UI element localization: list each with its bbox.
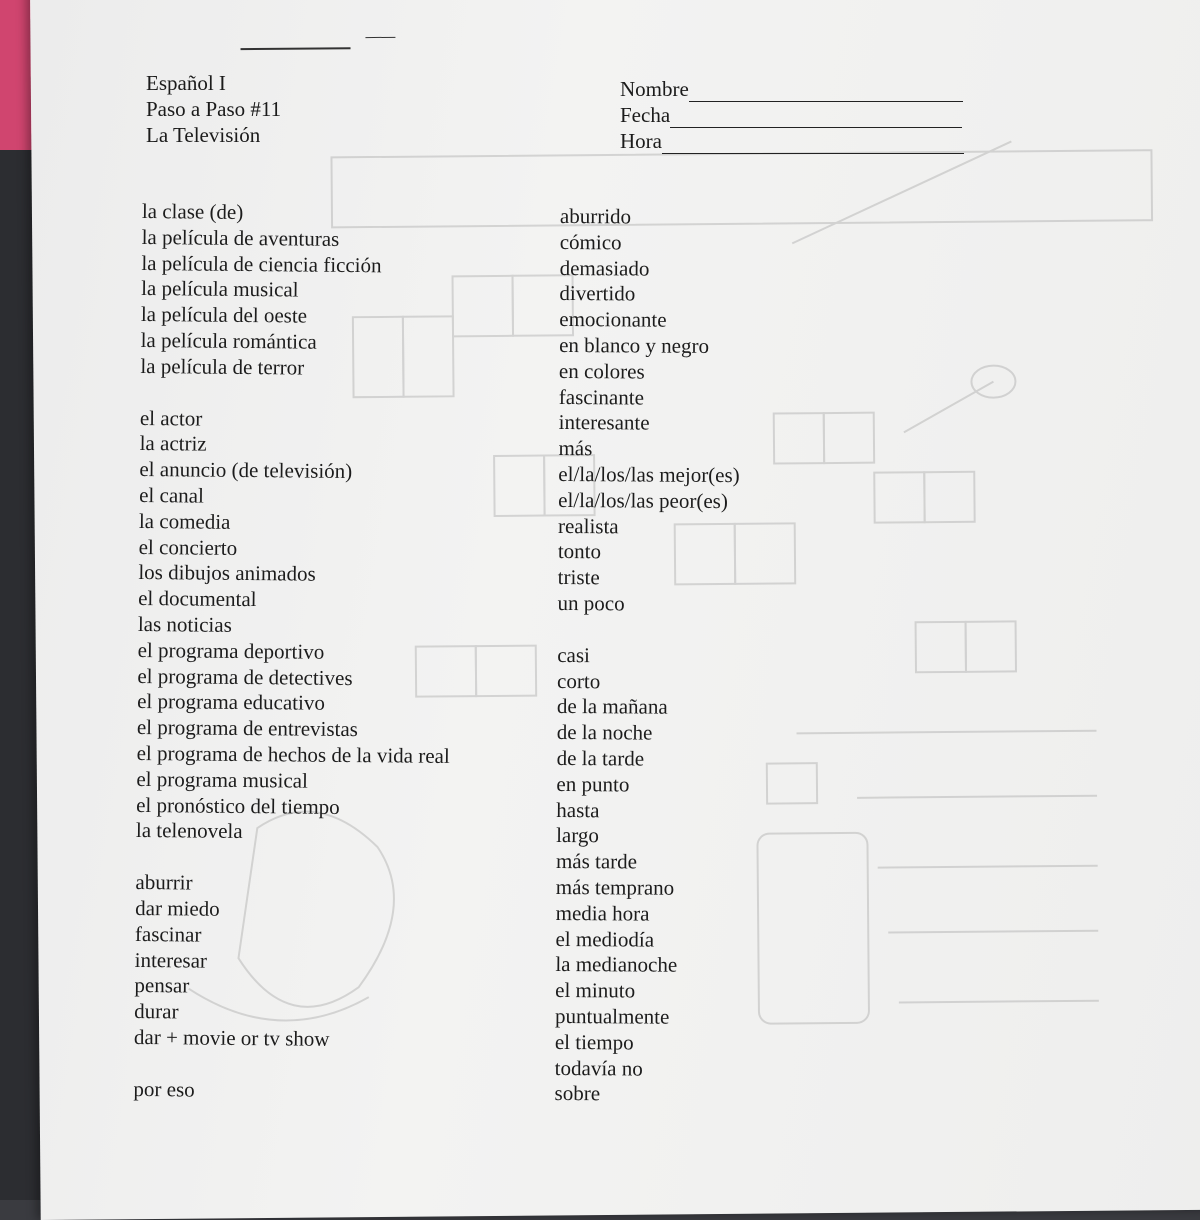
vocab-item: largo [556,823,599,848]
vocab-item: el/la/los/las mejor(es) [558,461,740,488]
vocab-item: en colores [558,358,645,384]
vocab-item: el programa educativo [137,689,326,716]
vocab-item: la comedia [138,508,231,534]
student-info [620,76,964,154]
vocab-item: el documental [138,586,257,612]
vocab-item: emocionante [559,307,667,332]
nombre-label: Nombre [620,77,689,101]
vocab-item: durar [134,999,179,1024]
course-header [146,70,281,148]
vocab-item: más temprano [555,874,675,900]
fecha-label: Fecha [620,103,671,127]
vocab-item: el programa musical [136,766,308,793]
vocab-item: pensar [134,973,190,998]
group-spacer [140,380,453,409]
vocab-item: la película de terror [140,353,305,380]
vocab-item: de la tarde [556,745,645,771]
vocab-item: la medianoche [555,952,678,978]
vocab-item: el programa de hechos de la vida real [136,740,450,768]
vocab-item: de la noche [556,720,653,745]
vocab-item: en punto [556,771,630,797]
vocab-item: divertido [559,281,636,306]
vocab-item: más tarde [555,849,638,874]
vocab-item: la actriz [139,431,207,457]
vocab-item: cómico [559,229,622,255]
vocab-item: el minuto [555,978,636,1003]
vocab-item: de la mañana [556,694,668,720]
vocab-item: interesante [558,410,650,435]
vocab-item: fascinante [558,384,645,410]
vocab-item: tonto [557,539,602,564]
vocab-item: media hora [555,900,650,926]
nombre-field[interactable] [689,81,963,102]
vocab-item: el mediodía [555,926,655,952]
vocab-item: fascinar [134,921,202,947]
fecha-line [620,102,964,128]
hora-label: Hora [620,129,662,153]
vocab-column-left [133,199,455,1105]
vocab-item: realista [557,513,619,538]
vocab-item: aburrido [559,204,632,229]
vocab-item: corto [557,668,601,693]
hora-field[interactable] [662,133,964,154]
hora-line [620,128,964,154]
vocab-item: hasta [556,797,600,822]
vocab-item: el tiempo [554,1029,634,1055]
course-name: Español I [146,71,226,95]
lesson-title: Paso a Paso #11 [146,97,282,121]
vocab-item: los dibujos animados [138,560,316,587]
vocab-item: demasiado [559,255,650,281]
vocab-item: la película de ciencia ficción [141,250,382,277]
vocab-item: la telenovela [135,818,243,844]
fecha-field[interactable] [670,107,962,128]
vocab-column-right [554,204,741,1108]
vocab-item: un poco [557,590,625,616]
nombre-line [620,76,964,102]
vocab-item: más [558,436,593,461]
topic-title: La Televisión [146,123,261,147]
vocab-item: el anuncio (de televisión) [139,457,353,484]
vocab-item: el canal [139,482,204,508]
vocab-item: el programa de entrevistas [136,715,359,742]
vocab-item: aburrir [135,870,193,895]
vocab-item: por eso [133,1076,195,1102]
vocab-item: triste [557,565,600,590]
vocab-item: interesar [134,947,208,973]
vocab-item: el concierto [138,534,238,560]
vocab-item: el programa deportivo [137,637,325,664]
vocab-item: puntualmente [554,1003,670,1029]
vocab-item: el pronóstico del tiempo [136,792,340,819]
vocab-item: la película musical [141,276,299,302]
vocab-item: el actor [139,405,203,431]
vocab-item: casi [557,642,590,667]
vocab-item: todavía no [554,1055,643,1081]
vocab-item: dar + movie or tv show [133,1024,330,1051]
vocab-item: la película romántica [140,327,317,354]
group-spacer [557,617,739,644]
vocab-item: la película de aventuras [141,224,340,251]
vocab-item: en blanco y negro [559,332,710,358]
vocab-item: el/la/los/las peor(es) [558,487,728,513]
vocab-item: la clase (de) [141,199,244,224]
vocab-item: sobre [554,1081,601,1106]
group-spacer [134,1051,447,1080]
vocab-item: el programa de detectives [137,663,353,690]
vocab-item: la película del oeste [140,302,308,328]
group-spacer [136,844,449,873]
vocab-item: dar miedo [135,895,220,921]
vocab-item: las noticias [137,611,232,637]
